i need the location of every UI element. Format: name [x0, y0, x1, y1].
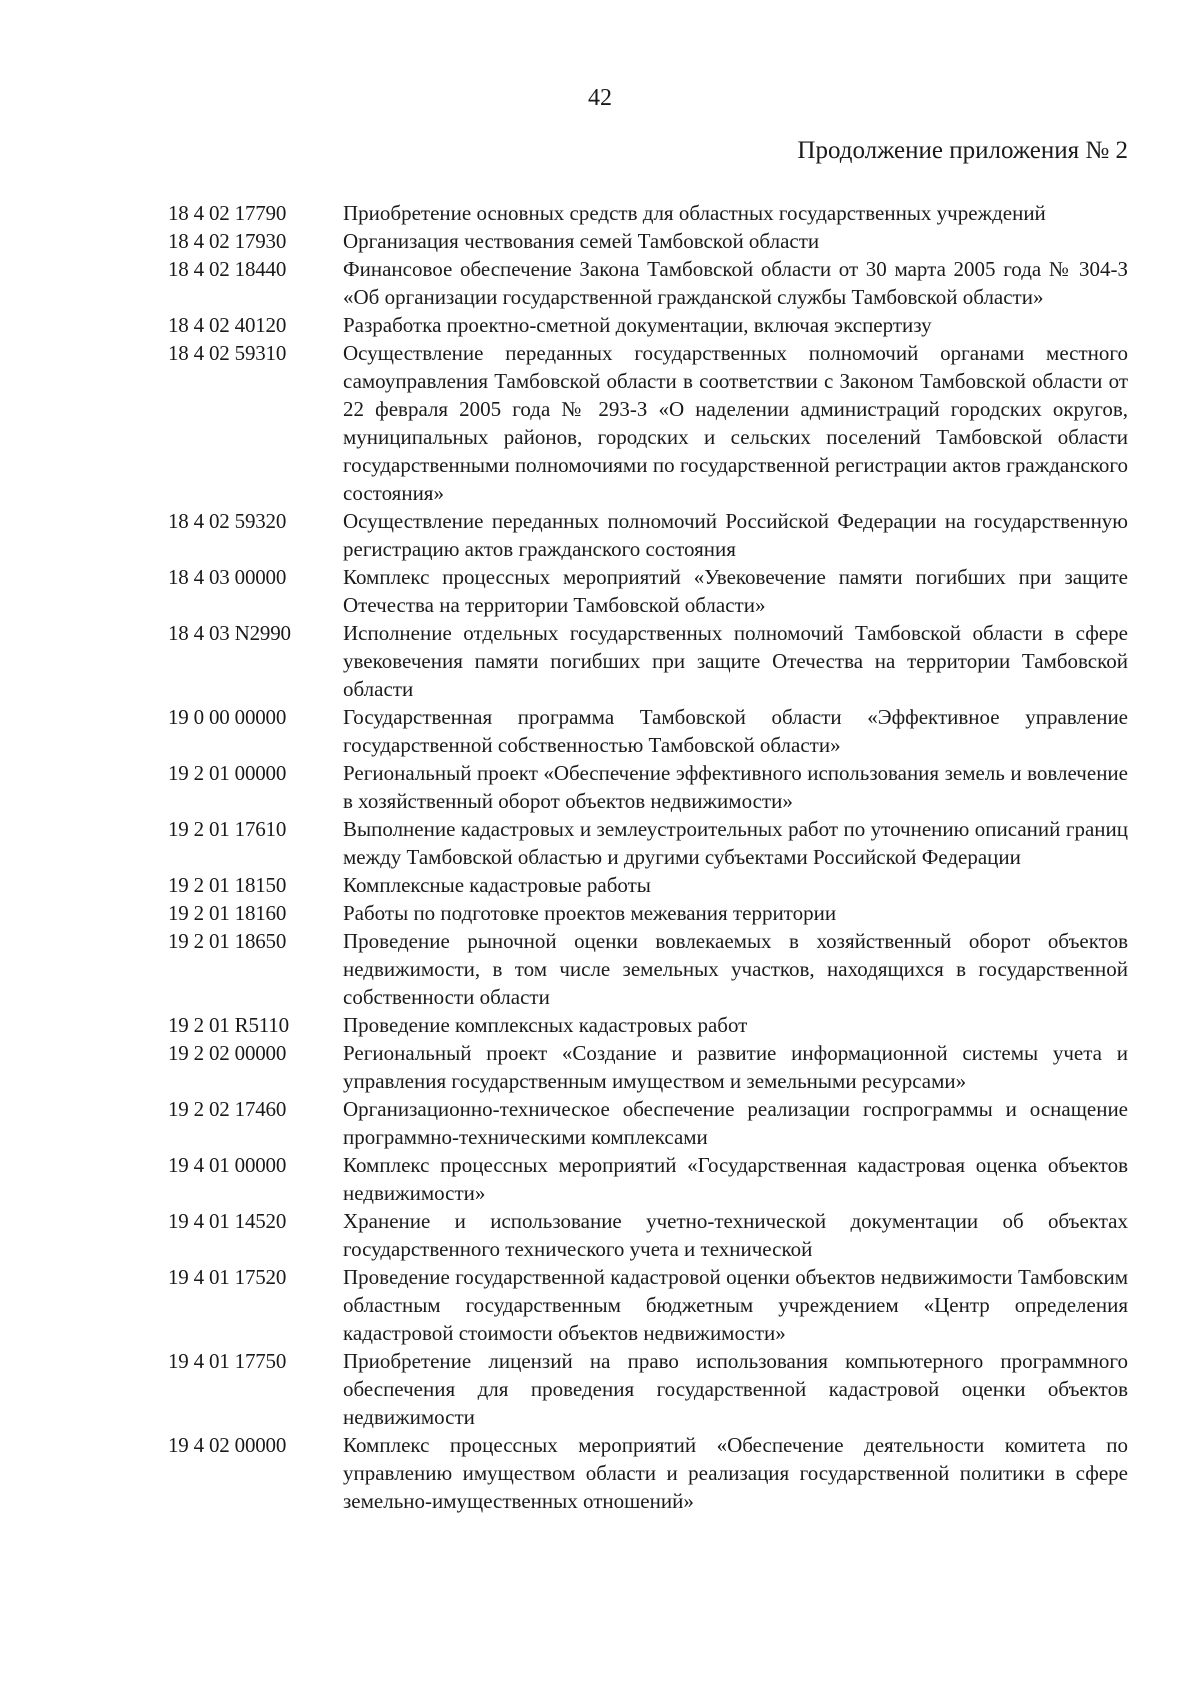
classification-code: 19 2 02 17460: [168, 1097, 287, 1121]
classification-description: Комплексные кадастровые работы: [343, 873, 651, 897]
classification-code: 19 4 01 17520: [168, 1265, 287, 1289]
classification-code: 18 4 02 17790: [168, 201, 287, 225]
classification-description: Проведение комплексных кадастровых работ: [343, 1013, 748, 1037]
table-row: [168, 339, 1128, 507]
appendix-heading: Продолжение приложения № 2: [797, 137, 1128, 164]
table-row: [168, 1011, 1128, 1039]
table-row: [168, 311, 1128, 339]
classification-description: Организация чествования семей Тамбовской области: [343, 229, 820, 253]
classification-code: 19 4 01 17750: [168, 1349, 287, 1373]
table-row: [168, 563, 1128, 619]
classification-code: 19 0 00 00000: [168, 705, 287, 729]
classification-code: 18 4 03 N2990: [168, 621, 291, 645]
table-row: [168, 507, 1128, 563]
classification-description: Хранение и использование учетно-технической документации об объектах государственного технического учета и технической: [343, 1209, 1128, 1261]
classification-code: 18 4 02 59320: [168, 509, 287, 533]
classification-description: Разработка проектно-сметной документации, включая экспертизу: [343, 313, 932, 337]
classification-code: 19 2 01 00000: [168, 761, 287, 785]
table-row: [168, 1207, 1128, 1263]
classification-description: Проведение государственной кадастровой оценки объектов недвижимости Тамбовским областным государственным бюджетным учреждением «Центр определения кадастровой стоимости объектов недвижимости»: [343, 1265, 1128, 1345]
classification-code: 19 2 01 18650: [168, 929, 287, 953]
page-number: 42: [588, 85, 612, 111]
classification-description: Организационно-техническое обеспечение реализации госпрограммы и оснащение программно-техническими комплексами: [343, 1097, 1128, 1149]
table-row: [168, 759, 1128, 815]
budget-classification-list: [168, 199, 1128, 1515]
table-row: [168, 199, 1128, 227]
classification-code: 18 4 03 00000: [168, 565, 287, 589]
classification-code: 19 2 01 17610: [168, 817, 287, 841]
classification-description: Осуществление переданных полномочий Российской Федерации на государственную регистрацию актов гражданского состояния: [343, 509, 1128, 561]
classification-description: Приобретение основных средств для областных государственных учреждений: [343, 201, 1046, 225]
classification-code: 19 4 01 14520: [168, 1209, 287, 1233]
table-row: [168, 927, 1128, 1011]
classification-code: 19 2 02 00000: [168, 1041, 287, 1065]
table-row: [168, 1263, 1128, 1347]
table-row: [168, 255, 1128, 311]
classification-description: Комплекс процессных мероприятий «Обеспечение деятельности комитета по управлению имуществом области и реализация государственной политики в сфере земельно-имущественных отношений»: [343, 1433, 1128, 1513]
classification-description: Выполнение кадастровых и землеустроительных работ по уточнению описаний границ между Тамбовской областью и другими субъектами Российской Федерации: [343, 817, 1128, 869]
classification-code: 18 4 02 17930: [168, 229, 287, 253]
table-row: [168, 1095, 1128, 1151]
table-row: [168, 227, 1128, 255]
table-row: [168, 1151, 1128, 1207]
table-row: [168, 1347, 1128, 1431]
classification-code: 18 4 02 40120: [168, 313, 287, 337]
classification-description: Исполнение отдельных государственных полномочий Тамбовской области в сфере увековечения памяти погибших при защите Отечества на территории Тамбовской области: [343, 621, 1128, 701]
classification-code: 18 4 02 18440: [168, 257, 287, 281]
classification-code: 19 4 02 00000: [168, 1433, 287, 1457]
table-row: [168, 1431, 1128, 1515]
classification-description: Осуществление переданных государственных полномочий органами местного самоуправления Тамбовской области в соответствии с Законом Тамбовской области от 22 февраля 2005 года № 293-З «О наделении администраций городских округов, муниципальных районов, городских и сельских поселений Тамбовской области государственными полномочиями по государственной регистрации актов гражданского состояния»: [343, 341, 1128, 505]
classification-description: Комплекс процессных мероприятий «Государственная кадастровая оценка объектов недвижимости»: [343, 1153, 1128, 1205]
table-row: [168, 871, 1128, 899]
table-row: [168, 815, 1128, 871]
classification-description: Комплекс процессных мероприятий «Увековечение памяти погибших при защите Отечества на территории Тамбовской области»: [343, 565, 1128, 617]
table-row: [168, 703, 1128, 759]
classification-description: Финансовое обеспечение Закона Тамбовской области от 30 марта 2005 года № 304-З «Об организации государственной гражданской службы Тамбовской области»: [343, 257, 1128, 309]
classification-code: 18 4 02 59310: [168, 341, 287, 365]
classification-code: 19 2 01 R5110: [168, 1013, 289, 1037]
classification-code: 19 2 01 18160: [168, 901, 287, 925]
classification-description: Проведение рыночной оценки вовлекаемых в хозяйственный оборот объектов недвижимости, в том числе земельных участков, находящихся в государственной собственности области: [343, 929, 1128, 1009]
classification-description: Региональный проект «Обеспечение эффективного использования земель и вовлечение в хозяйственный оборот объектов недвижимости»: [343, 761, 1128, 813]
classification-code: 19 2 01 18150: [168, 873, 287, 897]
classification-description: Региональный проект «Создание и развитие информационной системы учета и управления государственным имуществом и земельными ресурсами»: [343, 1041, 1128, 1093]
classification-description: Работы по подготовке проектов межевания территории: [343, 901, 837, 925]
classification-code: 19 4 01 00000: [168, 1153, 287, 1177]
classification-description: Приобретение лицензий на право использования компьютерного программного обеспечения для проведения государственной кадастровой оценки объектов недвижимости: [343, 1349, 1128, 1429]
table-row: [168, 899, 1128, 927]
table-row: [168, 1039, 1128, 1095]
table-row: [168, 619, 1128, 703]
classification-description: Государственная программа Тамбовской области «Эффективное управление государственной собственностью Тамбовской области»: [343, 705, 1128, 757]
